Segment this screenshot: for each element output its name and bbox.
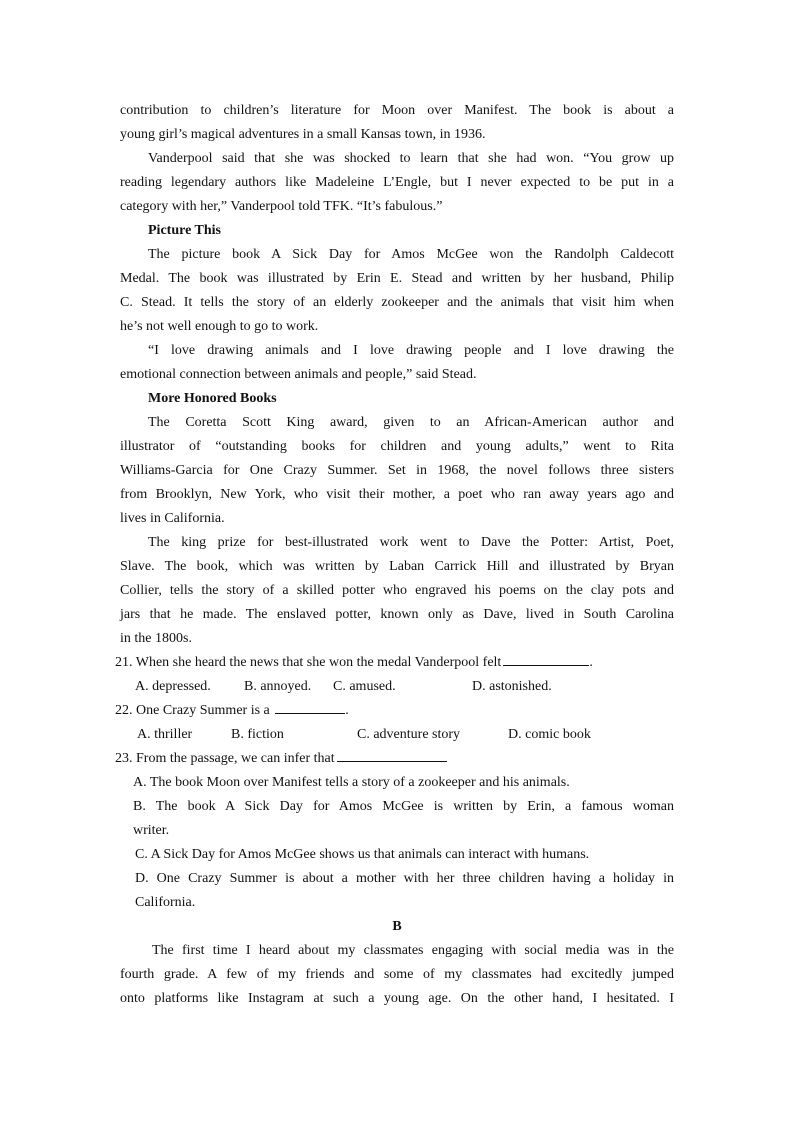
question-23-option-d-cont: California.	[135, 895, 196, 910]
question-21	[115, 651, 674, 675]
paragraph-dave-the-potter	[120, 531, 674, 651]
option-b: B. annoyed.	[244, 679, 312, 694]
text-line: from Brooklyn, New York, who visit their mother, a poet who ran away years ago and	[120, 487, 674, 502]
section-heading-more-honored-books: More Honored Books	[148, 391, 277, 406]
question-23-option-b: B. The book A Sick Day for Amos McGee is written by Erin, a famous woman	[133, 799, 674, 814]
text-line: he’s not well enough to go to work.	[120, 319, 319, 334]
question-stem: 22. One Crazy Summer is a	[115, 703, 270, 718]
text-line: emotional connection between animals and people,” said Stead.	[120, 367, 477, 382]
question-stem: 21. When she heard the news that she won the medal Vanderpool felt	[115, 655, 502, 670]
text-line: onto platforms like Instagram at such a young age. On the other hand, I hesitated. I	[120, 991, 674, 1006]
text-line: illustrator of “outstanding books for children and young adults,” went to Rita	[120, 439, 674, 454]
text-line: lives in California.	[120, 511, 225, 526]
question-end: .	[345, 703, 349, 718]
text-line: The first time I heard about my classmates engaging with social media was in the	[152, 943, 674, 958]
option-b: B. fiction	[231, 727, 284, 742]
text-line: C. Stead. It tells the story of an elderly zookeeper and the animals that visit him when	[120, 295, 674, 310]
text-line: The picture book A Sick Day for Amos McGee won the Randolph Caldecott	[148, 247, 674, 262]
text-line: reading legendary authors like Madeleine L’Engle, but I never expected to be put in a	[120, 175, 674, 190]
paragraph-vanderpool-quote	[120, 147, 674, 219]
answer-blank	[275, 699, 345, 714]
text-line: Medal. The book was illustrated by Erin E. Stead and written by her husband, Philip	[120, 271, 674, 286]
answer-blank	[337, 747, 447, 762]
text-line: fourth grade. A few of my friends and some of my classmates had excitedly jumped	[120, 967, 674, 982]
option-a: A. thriller	[137, 727, 193, 742]
paragraph-coretta-scott-king	[120, 411, 674, 531]
question-21-options	[120, 675, 674, 699]
question-23-option-a: A. The book Moon over Manifest tells a story of a zookeeper and his animals.	[133, 775, 570, 790]
option-d: D. astonished.	[472, 679, 552, 694]
question-22	[115, 699, 674, 723]
text-line: jars that he made. The enslaved potter, known only as Dave, lived in South Carolina	[120, 607, 674, 622]
text-line: Williams-Garcia for One Crazy Summer. Set in 1968, the novel follows three sisters	[120, 463, 674, 478]
option-c: C. adventure story	[357, 727, 461, 742]
text-line: contribution to children’s literature for Moon over Manifest. The book is about a	[120, 103, 674, 118]
question-stem: 23. From the passage, we can infer that	[115, 751, 335, 766]
text-line: young girl’s magical adventures in a small Kansas town, in 1936.	[120, 127, 486, 142]
question-22-options	[120, 723, 674, 747]
text-line: Collier, tells the story of a skilled potter who engraved his poems on the clay pots and	[120, 583, 674, 598]
question-23-option-d: D. One Crazy Summer is about a mother with her three children having a holiday in	[135, 871, 674, 886]
paragraph-moon-over-manifest	[120, 99, 674, 147]
question-23-option-b-cont: writer.	[133, 823, 170, 838]
text-line: Slave. The book, which was written by Laban Carrick Hill and illustrated by Bryan	[120, 559, 674, 574]
section-heading-b: B	[392, 919, 402, 934]
text-line: “I love drawing animals and I love drawing people and I love drawing the	[148, 343, 674, 358]
option-c: C. amused.	[333, 679, 396, 694]
question-23-option-c: C. A Sick Day for Amos McGee shows us that animals can interact with humans.	[135, 847, 590, 862]
paragraph-caldecott	[120, 243, 674, 339]
option-a: A. depressed.	[135, 679, 211, 694]
question-end: .	[589, 655, 593, 670]
paragraph-stead-quote	[120, 339, 674, 387]
text-line: category with her,” Vanderpool told TFK. “It’s fabulous.”	[120, 199, 443, 214]
text-line: The king prize for best-illustrated work went to Dave the Potter: Artist, Poet,	[148, 535, 674, 550]
text-line: in the 1800s.	[120, 631, 192, 646]
text-line: The Coretta Scott King award, given to an African-American author and	[148, 415, 674, 430]
document-content	[115, 99, 674, 1011]
section-heading-picture-this: Picture This	[148, 223, 221, 238]
question-23	[115, 747, 674, 771]
option-d: D. comic book	[508, 727, 591, 742]
answer-blank	[503, 651, 589, 666]
paragraph-section-b	[120, 939, 674, 1011]
text-line: Vanderpool said that she was shocked to learn that she had won. “You grow up	[148, 151, 674, 166]
